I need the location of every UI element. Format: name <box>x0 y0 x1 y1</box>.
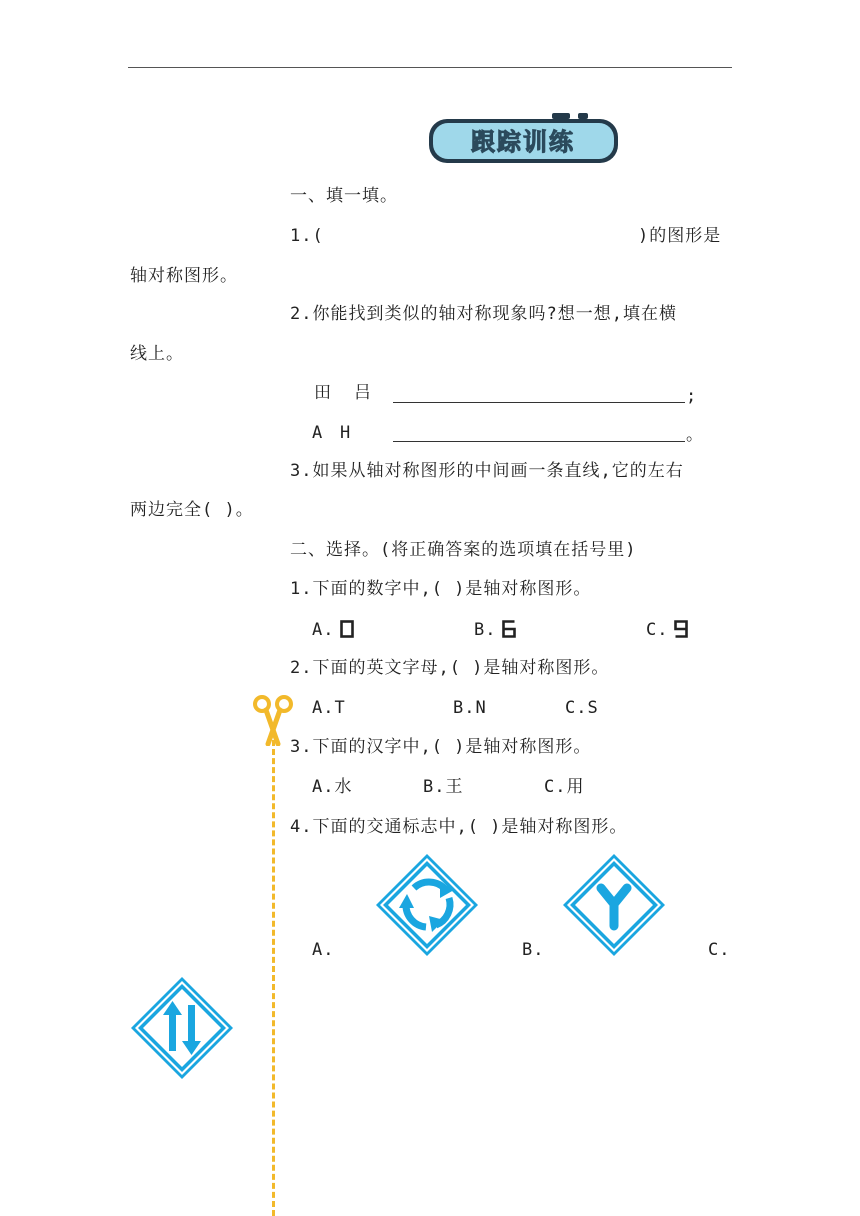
choice-q1-opt-c[interactable]: C. <box>646 620 669 640</box>
top-rule <box>128 67 732 68</box>
choice-q1: 1.下面的数字中,( )是轴对称图形。 <box>290 579 592 599</box>
choice-q1-opt-a[interactable]: A. <box>312 620 335 640</box>
digital-6-icon <box>502 620 516 638</box>
q3-line1: 3.如果从轴对称图形的中间画一条直线,它的左右 <box>290 461 684 481</box>
q2-line2: 线上。 <box>130 344 184 364</box>
digital-9-icon <box>674 620 688 638</box>
choice-q3: 3.下面的汉字中,( )是轴对称图形。 <box>290 737 592 757</box>
title-text: 跟踪训练 <box>471 128 575 156</box>
choice-q4-opt-c[interactable]: C. <box>708 940 731 960</box>
choice-q1-opt-b[interactable]: B. <box>474 620 497 640</box>
answer-blank-2[interactable] <box>393 441 685 442</box>
choice-q4: 4.下面的交通标志中,( )是轴对称图形。 <box>290 817 628 837</box>
answer-blank-1[interactable] <box>393 402 685 403</box>
q3-line2: 两边完全( )。 <box>130 500 254 520</box>
section2-heading: 二、选择。(将正确答案的选项填在括号里) <box>290 540 637 560</box>
choice-q4-opt-b[interactable]: B. <box>522 940 545 960</box>
q2-row2-left: A <box>312 423 324 443</box>
title-badge <box>427 113 620 165</box>
q1-prefix: 1.( <box>290 226 324 246</box>
q2-row2-right: H <box>340 423 352 443</box>
cut-line <box>272 740 275 1216</box>
y-junction-sign-icon <box>561 852 667 958</box>
q2-row1-end: ; <box>686 386 698 406</box>
q1-continuation: 轴对称图形。 <box>130 266 238 286</box>
two-way-traffic-sign-icon <box>129 975 235 1081</box>
q2-row2-end: 。 <box>686 425 704 445</box>
scissors-icon <box>252 694 294 746</box>
digital-0-icon <box>340 620 354 638</box>
roundabout-sign-icon <box>374 852 480 958</box>
choice-q3-opt-a[interactable]: A.水 <box>312 777 353 797</box>
choice-q3-opt-b[interactable]: B.王 <box>423 777 464 797</box>
choice-q3-opt-c[interactable]: C.用 <box>544 777 585 797</box>
q2-row1-left: 田 <box>314 383 332 403</box>
choice-q2-opt-b[interactable]: B.N <box>453 698 487 718</box>
q2-row1-right: 吕 <box>354 383 372 403</box>
choice-q2: 2.下面的英文字母,( )是轴对称图形。 <box>290 658 610 678</box>
choice-q2-opt-a[interactable]: A.T <box>312 698 346 718</box>
q1-suffix: )的图形是 <box>638 226 722 246</box>
choice-q2-opt-c[interactable]: C.S <box>565 698 599 718</box>
section1-heading: 一、填一填。 <box>290 186 398 206</box>
choice-q4-opt-a[interactable]: A. <box>312 940 335 960</box>
q2-line1: 2.你能找到类似的轴对称现象吗?想一想,填在横 <box>290 304 677 324</box>
